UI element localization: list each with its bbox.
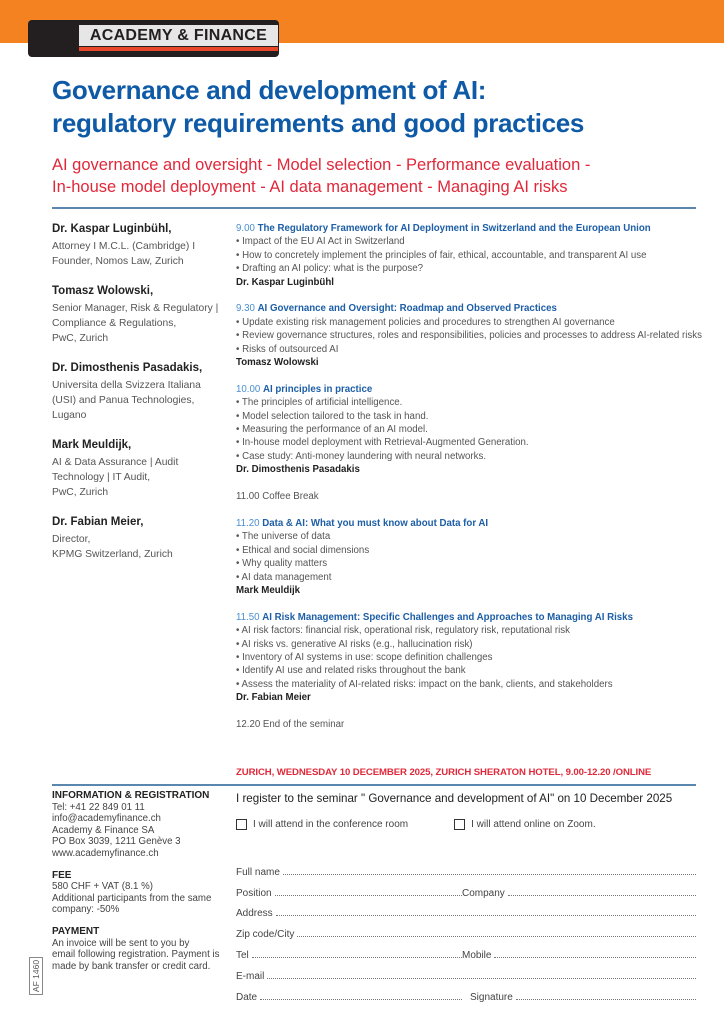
signature-input[interactable]: [516, 999, 696, 1000]
company-name: Academy & Finance SA: [52, 824, 155, 836]
speaker-name: Dr. Dimosthenis Pasadakis,: [52, 362, 203, 374]
session-bullet: • Why quality matters: [236, 558, 328, 570]
divider-top: [52, 207, 696, 209]
session-header: [236, 302, 706, 315]
speaker-affiliation: PwC, Zurich: [52, 487, 109, 498]
form-row: [236, 857, 696, 878]
tel-input[interactable]: [252, 957, 462, 958]
session-item: [236, 611, 706, 705]
title-line-1: Governance and development of AI:: [52, 75, 487, 105]
divider-bottom: [52, 784, 696, 786]
zip-city-field[interactable]: [236, 929, 696, 940]
logo-accent-line: [79, 47, 278, 51]
session-bullet: • In-house model deployment with Retrieval-Augmented Generation.: [236, 437, 529, 449]
payment-heading: PAYMENT: [52, 925, 100, 937]
session-bullet: • Inventory of AI systems in use: scope definition challenges: [236, 651, 493, 663]
session-bullet: • Review governance structures, roles and responsibilities, policies and processes to address AI-related risks: [236, 330, 702, 342]
tel-label: Tel: [236, 949, 249, 961]
form-row: [236, 940, 696, 961]
session-header: [236, 222, 706, 235]
mobile-label: Mobile: [462, 949, 492, 961]
session-bullet: • Measuring the performance of an AI model.: [236, 424, 428, 436]
brand-name: ACADEMY & FINANCE: [79, 25, 278, 46]
session-header: [236, 611, 706, 624]
page-title: [52, 74, 692, 140]
speaker-item: [52, 515, 227, 562]
address-field[interactable]: [236, 908, 696, 919]
session-bullet: • Impact of the EU AI Act in Switzerland: [236, 236, 405, 248]
payment-info: [52, 926, 232, 972]
signature-label: Signature: [470, 991, 513, 1003]
session-item: [236, 383, 706, 477]
session-header: [236, 517, 706, 530]
registration-intro: I register to the seminar " Governance and development of AI" on 10 December 2025: [236, 792, 673, 805]
session-time: 9.30: [236, 303, 255, 315]
speaker-affiliation: KPMG Switzerland, Zurich: [52, 549, 173, 560]
speaker-item: [52, 438, 227, 500]
fee-text: company: -50%: [52, 904, 120, 916]
document-code: [29, 957, 43, 995]
session-bullet: • How to concretely implement the principles of fair, ethical, accountable, and transparent AI use: [236, 249, 647, 261]
subtitle-line-2: In-house model deployment - AI data management - Managing AI risks: [52, 178, 568, 196]
mobile-field[interactable]: [462, 950, 696, 961]
speaker-name: Dr. Fabian Meier,: [52, 516, 144, 528]
academy-finance-logo: [28, 20, 279, 57]
session-time: 11.50: [236, 611, 260, 623]
email-link[interactable]: info@academyfinance.ch: [52, 813, 161, 825]
title-line-2: regulatory requirements and good practices: [52, 108, 585, 138]
company-label: Company: [462, 887, 505, 899]
form-row: [236, 982, 696, 1003]
session-header: [236, 383, 706, 396]
attendance-options: [236, 819, 706, 830]
speaker-affiliation: AI & Data Assurance | Audit: [52, 457, 179, 468]
date-input[interactable]: [260, 999, 462, 1000]
subtitle-line-1: AI governance and oversight - Model selection - Performance evaluation -: [52, 156, 591, 174]
phone-text: Tel: +41 22 849 01 11: [52, 801, 145, 813]
speaker-name: Tomasz Wolowski,: [52, 285, 154, 297]
program-schedule: [236, 222, 706, 745]
speaker-affiliation: (USI) and Panua Technologies,: [52, 395, 195, 406]
seminar-end: 12.20 End of the seminar: [236, 718, 345, 730]
speaker-item: [52, 361, 227, 423]
session-bullet: • Drafting an AI policy: what is the purpose?: [236, 263, 424, 275]
session-bullet: • AI data management: [236, 571, 332, 583]
session-time: 11.20: [236, 517, 260, 529]
fee-text: Additional participants from the same: [52, 892, 212, 904]
session-title: Data & AI: What you must know about Data for AI: [262, 517, 489, 529]
session-bullet: • Identify AI use and related risks throughout the bank: [236, 665, 466, 677]
session-speaker: Tomasz Wolowski: [236, 357, 319, 369]
speaker-affiliation: Senior Manager, Risk & Regulatory |: [52, 303, 219, 314]
session-speaker: Dr. Fabian Meier: [236, 692, 311, 704]
session-time: 10.00: [236, 383, 261, 395]
fee-heading: FEE: [52, 869, 72, 881]
page-subtitle: [52, 154, 692, 198]
registration-form: [236, 857, 696, 1003]
attend-online-label: I will attend online on Zoom.: [471, 819, 596, 830]
speaker-affiliation: Technology | IT Audit,: [52, 472, 151, 483]
full-name-field[interactable]: [236, 867, 696, 878]
speaker-name: Mark Meuldijk,: [52, 439, 132, 451]
attend-room-checkbox[interactable]: [236, 819, 247, 830]
session-title: The Regulatory Framework for AI Deployment in Switzerland and the European Union: [257, 223, 651, 234]
website-link[interactable]: www.academyfinance.ch: [52, 847, 159, 859]
date-label: Date: [236, 991, 258, 1003]
session-bullet: • Assess the materiality of AI-related risks: impact on the bank, clients, and stakeholders: [236, 678, 613, 690]
document-code-text: AF 1460: [31, 959, 41, 993]
session-item: [236, 517, 706, 597]
full-name-label: Full name: [236, 866, 280, 878]
email-input[interactable]: [267, 978, 696, 979]
form-row: [236, 899, 696, 920]
postal-address: PO Box 3039, 1211 Genève 3: [52, 836, 181, 848]
speaker-item: [52, 222, 227, 269]
payment-text: email following registration. Payment is: [52, 949, 220, 961]
session-bullet: • AI risk factors: financial risk, operational risk, regulatory risk, reputational risk: [236, 625, 570, 637]
attend-room-label: I will attend in the conference room: [253, 819, 409, 830]
session-item: [236, 222, 706, 289]
address-label: Address: [236, 908, 273, 920]
attend-online-option[interactable]: [454, 819, 596, 830]
speaker-affiliation: Director,: [52, 534, 91, 545]
signature-field[interactable]: [462, 992, 696, 1003]
zip-city-label: Zip code/City: [236, 929, 295, 941]
position-field[interactable]: [236, 888, 462, 899]
session-speaker: Dr. Dimosthenis Pasadakis: [236, 464, 360, 476]
speaker-affiliation: Lugano: [52, 410, 87, 421]
payment-text: made by bank transfer or credit card.: [52, 960, 211, 972]
session-bullet: • Risks of outsourced AI: [236, 343, 339, 355]
session-bullet: • Model selection tailored to the task in hand.: [236, 410, 429, 422]
position-label: Position: [236, 887, 272, 899]
company-field[interactable]: [462, 888, 696, 899]
full-name-input[interactable]: [283, 874, 696, 875]
session-bullet: • The universe of data: [236, 531, 331, 543]
session-bullet: • Case study: Anti-money laundering with neural networks.: [236, 450, 487, 462]
speaker-affiliation: Attorney I M.C.L. (Cambridge) I: [52, 241, 196, 252]
session-bullet: • Update existing risk management policies and procedures to strengthen AI governance: [236, 316, 615, 328]
speaker-name: Dr. Kaspar Luginbühl,: [52, 223, 172, 235]
session-title: AI Governance and Oversight: Roadmap and Observed Practices: [257, 303, 557, 315]
company-input[interactable]: [508, 895, 696, 896]
attend-online-checkbox[interactable]: [454, 819, 465, 830]
session-title: AI principles in practice: [262, 383, 373, 395]
tel-field[interactable]: [236, 950, 462, 961]
session-time: 9.00: [236, 223, 255, 234]
session-speaker: Mark Meuldijk: [236, 584, 301, 596]
speaker-list: [52, 222, 227, 577]
session-bullet: • The principles of artificial intelligence.: [236, 397, 403, 409]
email-field[interactable]: [236, 971, 696, 982]
speaker-affiliation: PwC, Zurich: [52, 333, 109, 344]
registration-heading: INFORMATION & REGISTRATION: [52, 790, 210, 801]
email-label: E-mail: [236, 970, 265, 982]
fee-info: [52, 870, 232, 916]
form-row: [236, 919, 696, 940]
form-row: [236, 878, 696, 899]
session-speaker: Dr. Kaspar Luginbühl: [236, 276, 334, 288]
form-row: [236, 961, 696, 982]
info-panel: [52, 790, 232, 982]
event-details: ZURICH, WEDNESDAY 10 DECEMBER 2025, ZURICH SHERATON HOTEL, 9.00-12.20 /ONLINE: [236, 767, 652, 778]
speaker-affiliation: Universita della Svizzera Italiana: [52, 380, 201, 391]
zip-city-input[interactable]: [297, 936, 696, 937]
address-input[interactable]: [276, 915, 696, 916]
fee-text: 580 CHF + VAT (8.1 %): [52, 881, 153, 893]
session-bullet: • Ethical and social dimensions: [236, 544, 370, 556]
session-item: [236, 302, 706, 369]
session-title: AI Risk Management: Specific Challenges and Approaches to Managing AI Risks: [262, 611, 633, 623]
position-input[interactable]: [275, 895, 462, 896]
attend-room-option[interactable]: [236, 819, 408, 830]
speaker-affiliation: Founder, Nomos Law, Zurich: [52, 256, 184, 267]
speaker-item: [52, 284, 227, 346]
payment-text: An invoice will be sent to you by: [52, 937, 190, 949]
mobile-input[interactable]: [494, 957, 696, 958]
session-bullet: • AI risks vs. generative AI risks (e.g., hallucination risk): [236, 638, 473, 650]
speaker-affiliation: Compliance & Regulations,: [52, 318, 177, 329]
coffee-break: 11.00 Coffee Break: [236, 491, 319, 503]
registration-info: [52, 790, 232, 860]
date-field[interactable]: [236, 992, 462, 1003]
